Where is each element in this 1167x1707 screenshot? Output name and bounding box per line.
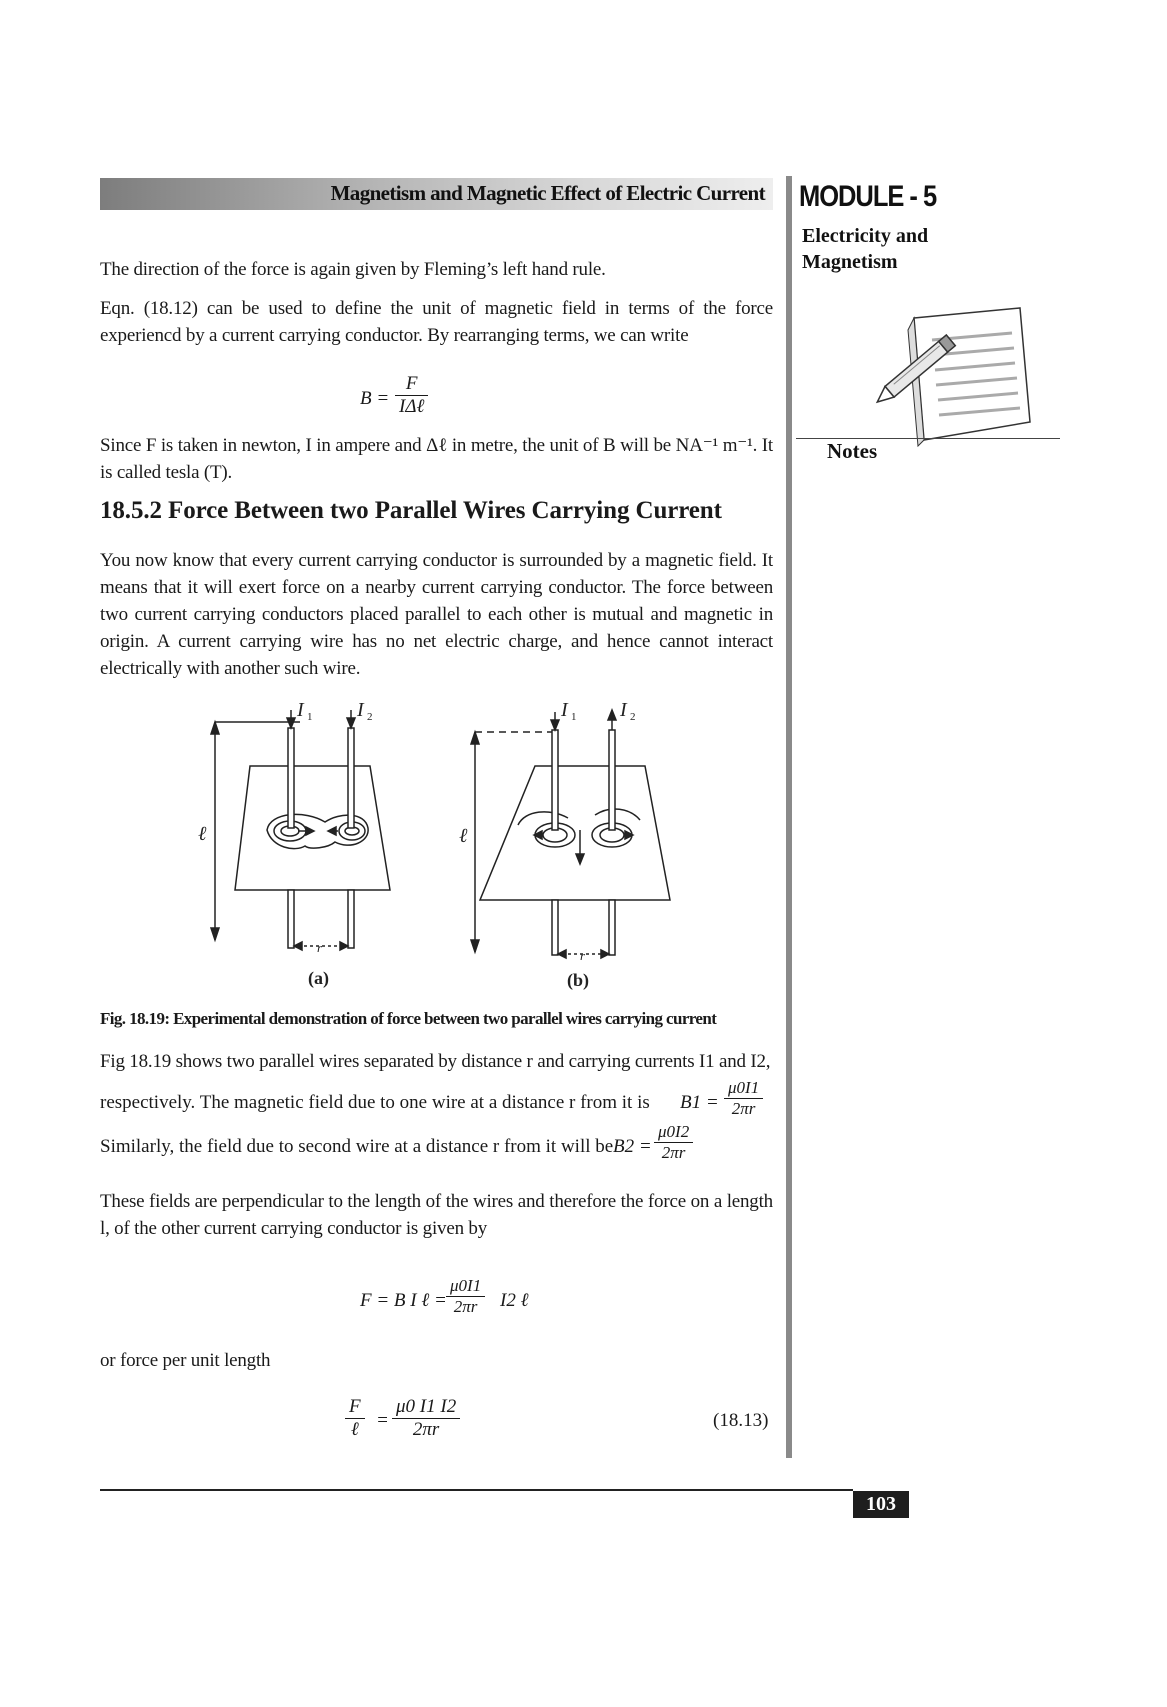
paragraph-b2: Similarly, the field due to second wire at a distance r from it will be (100, 1136, 614, 1157)
length-label-b: ℓ (459, 825, 468, 847)
equation-f-rhs: I2 ℓ (500, 1290, 529, 1311)
diagram-b (471, 710, 670, 958)
equation-1813-lhs-den: ℓ (345, 1418, 365, 1441)
equation-1813-equals: = (376, 1410, 389, 1431)
equation-b1-fraction (724, 1078, 763, 1119)
equation-1813-fraction (392, 1396, 460, 1441)
current-sub-b2: 2 (630, 711, 636, 723)
equation-f-fraction (446, 1276, 485, 1317)
equation-1813-numerator: μ0 I1 I2 (396, 1396, 457, 1417)
section-heading: 18.5.2 Force Between two Parallel Wires Carrying Current (100, 497, 722, 524)
current-label-a1: I (297, 699, 304, 721)
paragraph-fleming: The direction of the force is again given by Fleming’s left hand rule. (100, 259, 606, 280)
equation-b1-lhs: B1 = (680, 1092, 719, 1113)
equation-1813-lhs-num: F (349, 1396, 361, 1417)
module-subject (802, 223, 962, 275)
equation-1813-lhs (345, 1396, 365, 1441)
equation-b1-numerator: μ0I1 (728, 1078, 760, 1097)
equation-b-lhs: B = (360, 388, 390, 409)
equation-b2-fraction (654, 1122, 693, 1163)
figure-parallel-wires (100, 690, 773, 1005)
notes-label: Notes (827, 439, 878, 463)
chapter-title: Magnetism and Magnetic Effect of Electric Current (330, 181, 765, 205)
current-sub-b1: 1 (571, 711, 577, 723)
separation-label-b: r (580, 948, 586, 963)
equation-f-numerator: μ0I1 (450, 1276, 482, 1295)
notepad-pencil-icon (872, 300, 1032, 455)
equation-b1-denominator: 2πr (724, 1098, 763, 1119)
figure-label-b: (b) (567, 970, 589, 990)
page-number: 103 (853, 1491, 909, 1518)
length-label-a: ℓ (198, 823, 207, 845)
current-label-a2: I (357, 699, 364, 721)
paragraph-tesla-text: Since F is taken in newton, I in ampere and Δℓ in metre, the unit of B will be NA⁻¹ m⁻¹. It is called tesla (T). (100, 435, 773, 483)
diagram-a (211, 710, 390, 950)
current-label-b1: I (561, 699, 568, 721)
equation-b-denominator: IΔℓ (395, 395, 428, 418)
equation-f-denominator: 2πr (446, 1296, 485, 1317)
figure-caption: Fig. 18.19: Experimental demonstration of force between two parallel wires carrying current (100, 1009, 717, 1028)
equation-1813-denominator: 2πr (392, 1418, 460, 1441)
equation-b2-lhs: B2 = (613, 1136, 652, 1157)
margin-divider (786, 176, 792, 1458)
paragraph-tesla (100, 432, 773, 486)
module-subject-line1: Electricity and (802, 225, 929, 247)
equation-b2-denominator: 2πr (654, 1142, 693, 1163)
equation-number: (18.13) (713, 1410, 769, 1431)
paragraph-mutual-force: You now know that every current carrying conductor is surrounded by a magnetic field. It means that it will exert force on a nearby current carrying conductor. The force between two current carrying conductors placed parallel to each other is mutual and magnetic in origin. A current carrying wire has no net electric charge, and hence cannot interact electrically with another such wire. (100, 550, 773, 679)
module-label: MODULE - 5 (799, 180, 937, 213)
current-sub-a2: 2 (367, 711, 373, 723)
chapter-header (100, 178, 773, 210)
equation-b2-numerator: μ0I2 (658, 1122, 690, 1141)
paragraph-perpendicular-fields: These fields are perpendicular to the length of the wires and therefore the force on a length l, of the other current carrying conductor is given by (100, 1191, 773, 1239)
equation-b-numerator: F (405, 373, 418, 394)
separation-label-a: r (317, 940, 323, 955)
paragraph-per-unit-length: or force per unit length (100, 1350, 271, 1371)
paragraph-unit-definition: Eqn. (18.12) can be used to define the unit of magnetic field in terms of the force experiencd by a current carrying conductor. By rearranging terms, we can write (100, 298, 773, 346)
paragraph-b1: respectively. The magnetic field due to one wire at a distance r from it is (100, 1092, 650, 1113)
paragraph-fig-description: Fig 18.19 shows two parallel wires separated by distance r and carrying currents I1 and I2, (100, 1051, 771, 1072)
current-label-b2: I (620, 699, 627, 721)
footer-rule (100, 1489, 853, 1491)
equation-b-fraction (395, 373, 428, 418)
module-subject-line2: Magnetism (802, 251, 898, 273)
equation-f-lhs: F = B I ℓ = (360, 1290, 447, 1311)
figure-label-a: (a) (308, 968, 329, 988)
current-sub-a1: 1 (307, 711, 313, 723)
